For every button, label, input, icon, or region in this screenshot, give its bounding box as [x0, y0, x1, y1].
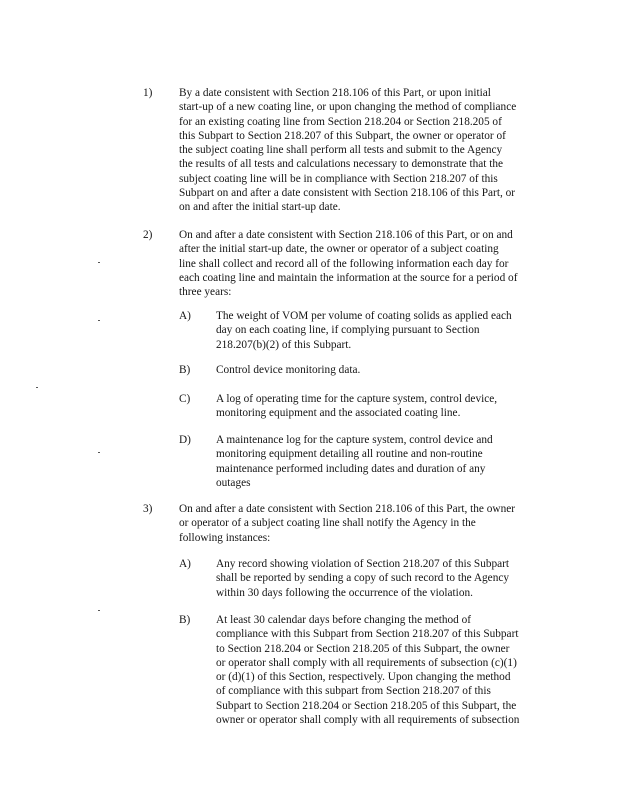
text-line: On and after a date consistent with Section 218.106 of this Part, or on and [179, 229, 513, 241]
text-line: within 30 days following the occurrence of the violation. [216, 586, 473, 599]
text-line: At least 30 calendar days before changing the method of [216, 614, 472, 626]
text-line: owner or operator shall comply with all requirements of subsection [216, 714, 520, 727]
text-line: subject coating line will be in compliance with Section 218.207 of this [179, 172, 498, 185]
text-line: of compliance with this subpart from Section 218.207 of this [216, 685, 491, 698]
subitem-paragraph [216, 433, 536, 490]
subitem-letter: B) [179, 614, 191, 626]
subitem-paragraph [216, 613, 538, 727]
subitem-paragraph [216, 309, 536, 352]
item-paragraph [179, 86, 539, 215]
text-line: The weight of VOM per volume of coating solids as applied each [216, 310, 512, 322]
text-line: line shall collect and record all of the following information each day for [179, 257, 509, 270]
text-line: three years: [179, 286, 232, 299]
subitem-letter: D) [179, 434, 191, 446]
item-number: 3) [143, 503, 153, 515]
item-number: 1) [143, 87, 153, 99]
text-line: shall be reported by sending a copy of such record to the Agency [216, 572, 510, 585]
scan-speck [98, 320, 100, 321]
item-number: 2) [143, 229, 153, 241]
text-line: or (d)(1) of this Section, respectively. Upon changing the method [216, 671, 511, 684]
text-line: maintenance performed including dates and duration of any [216, 462, 486, 475]
subitem-paragraph [216, 557, 536, 600]
scan-speck [98, 262, 100, 263]
text-line: day on each coating line, if complying pursuant to Section [216, 324, 480, 337]
text-line: or operator of a subject coating line shall notify the Agency in the [179, 517, 476, 530]
text-line: Any record showing violation of Section 218.207 of this Subpart [216, 558, 510, 570]
text-line: start-up of a new coating line, or upon changing the method of compliance [179, 101, 517, 114]
text-line: on and after the initial start-up date. [179, 201, 341, 214]
item-paragraph [179, 228, 541, 299]
scan-speck [98, 452, 100, 453]
item-paragraph [179, 502, 541, 545]
subitem-paragraph [216, 392, 536, 421]
text-line: the subject coating line shall perform all tests and submit to the Agency [179, 144, 503, 157]
scan-speck [98, 610, 100, 611]
text-line: for an existing coating line from Section 218.204 or Section 218.205 of [179, 115, 502, 128]
text-line: outages [216, 476, 251, 489]
text-line: to Section 218.204 or Section 218.205 of this Subpart, the owner [216, 642, 510, 655]
text-line: monitoring equipment and the associated coating line. [216, 407, 461, 420]
text-line: the results of all tests and calculations necessary to demonstrate that the [179, 158, 504, 171]
scan-speck [36, 387, 38, 388]
text-line: Subpart to Section 218.204 or Section 218.205 of this Subpart, the [216, 699, 517, 712]
text-line: 218.207(b)(2) of this Subpart. [216, 338, 352, 351]
text-line: A maintenance log for the capture system, control device and [216, 434, 493, 446]
text-line: Control device monitoring data. [216, 364, 361, 376]
text-line: each coating line and maintain the information at the source for a period of [179, 271, 518, 284]
text-line: following instances: [179, 531, 271, 544]
subitem-letter: A) [179, 310, 191, 322]
text-line: or operator shall comply with all requirements of subsection (c)(1) [216, 656, 517, 669]
subitem-letter: B) [179, 364, 191, 376]
text-line: after the initial start-up date, the owner or operator of a subject coating [179, 243, 499, 256]
subitem-letter: A) [179, 558, 191, 570]
text-line: A log of operating time for the capture system, control device, [216, 393, 498, 405]
text-line: monitoring equipment detailing all routine and non-routine [216, 448, 483, 461]
text-line: By a date consistent with Section 218.106 of this Part, or upon initial [179, 87, 491, 99]
text-line: Subpart on and after a date consistent with Section 218.106 of this Part, or [179, 187, 516, 200]
text-line: compliance with this Subpart from Section 218.207 of this Subpart [216, 628, 519, 641]
text-line: On and after a date consistent with Section 218.106 of this Part, the owner [179, 503, 516, 515]
subitem-letter: C) [179, 393, 191, 405]
text-line: this Subpart to Section 218.207 of this Subpart, the owner or operator of [179, 129, 506, 142]
subitem-paragraph [216, 363, 536, 377]
